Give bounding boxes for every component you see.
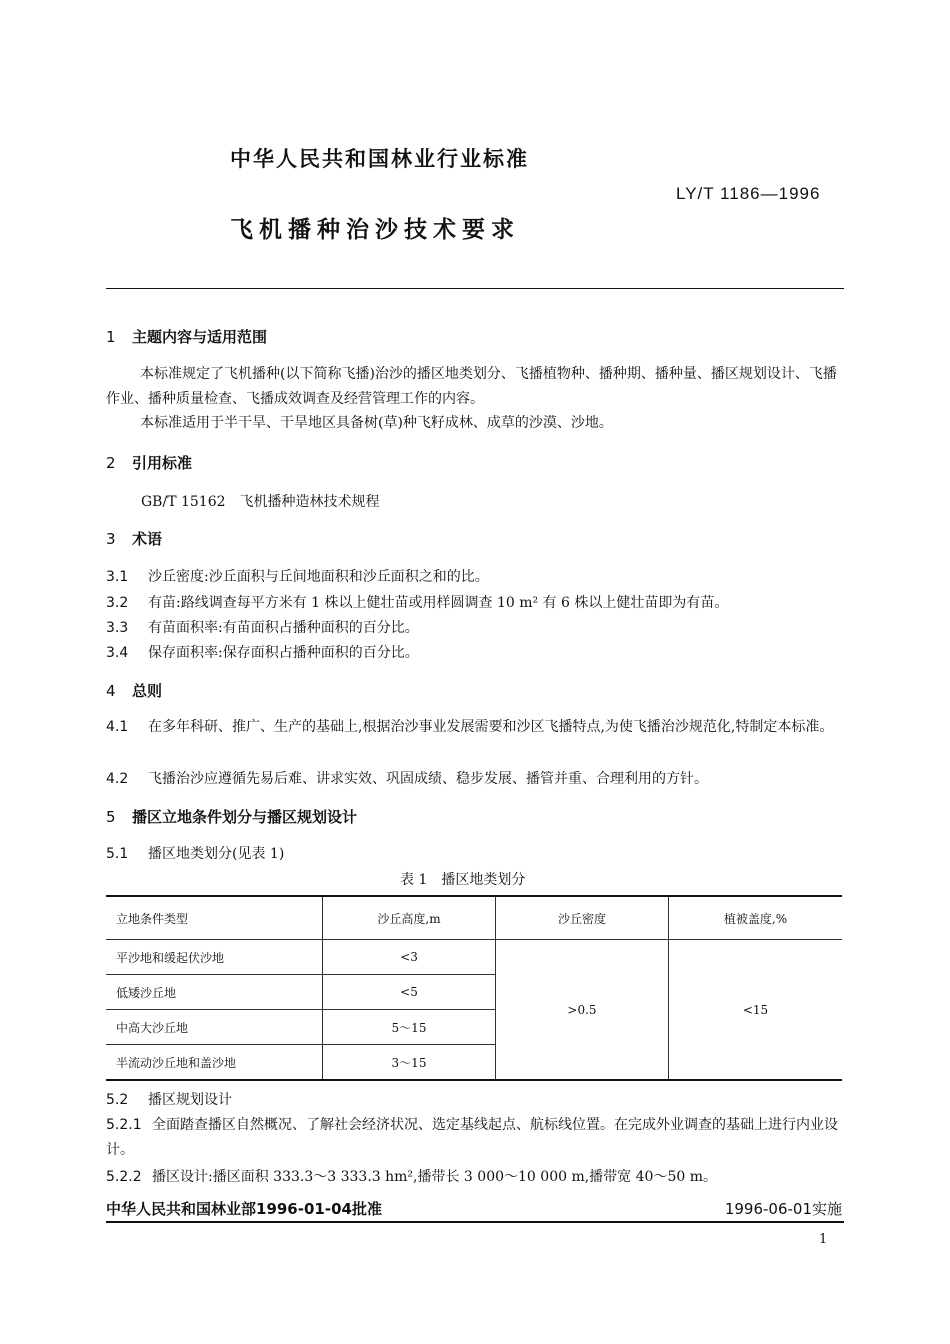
land-classification-table <box>106 895 842 1081</box>
table-cell-vegetation-cover: <15 <box>669 940 843 1081</box>
item-text: 保存面积率:保存面积占播种面积的百分比。 <box>148 645 419 661</box>
subsection-5-2-2 <box>106 1166 717 1186</box>
section-5-heading <box>106 806 357 827</box>
standard-code: LY/T 1186—1996 <box>676 184 821 203</box>
section-title: 主题内容与适用范围 <box>132 328 268 346</box>
item-number: 5.1 <box>106 846 129 862</box>
item-number: 5.2.2 <box>106 1169 142 1185</box>
section-4-heading <box>106 680 162 701</box>
item-number: 5.2 <box>106 1092 129 1108</box>
item-number: 3.4 <box>106 645 129 661</box>
term-item <box>106 642 419 662</box>
item-number: 3.3 <box>106 620 129 636</box>
term-item <box>106 592 728 612</box>
general-item-4-1 <box>106 715 846 740</box>
table-header-cell: 沙丘高度,m <box>323 896 496 940</box>
table-cell-site-type: 中高大沙丘地 <box>106 1010 323 1045</box>
item-text: 全面踏查播区自然概况、了解社会经济状况、选定基线起点、航标线位置。在完成外业调查的基础上进行内业设计。 <box>106 1117 838 1158</box>
item-text: 有苗:路线调查每平方米有 1 株以上健壮苗或用样圆调查 10 m² 有 6 株以上健壮苗即为有苗。 <box>148 595 729 611</box>
item-text: 播区设计:播区面积 333.3～3 333.3 hm²,播带长 3 000～10 000 m,播带宽 40～50 m。 <box>152 1169 717 1185</box>
table-cell-site-type: 半流动沙丘地和盖沙地 <box>106 1045 323 1081</box>
page-number: 1 <box>819 1232 828 1247</box>
approval-date: 中华人民共和国林业部1996-01-04批准 <box>106 1200 382 1218</box>
table-cell-dune-height: <5 <box>323 975 496 1010</box>
table-row <box>106 940 842 975</box>
item-number: 3.2 <box>106 595 129 611</box>
table-header-cell: 植被盖度,% <box>669 896 843 940</box>
table-cell-dune-height: <3 <box>323 940 496 975</box>
standard-category: 中华人民共和国林业行业标准 <box>230 147 529 171</box>
reference-standard: GB/T 15162 飞机播种造林技术规程 <box>141 494 380 510</box>
item-number: 4.1 <box>106 719 129 735</box>
table-header-row <box>106 896 842 940</box>
section-2-heading <box>106 452 192 473</box>
item-text: 在多年科研、推广、生产的基础上,根据治沙事业发展需要和沙区飞播特点,为使飞播治沙规范化,特制定本标准。 <box>148 719 834 735</box>
item-number: 3.1 <box>106 569 129 585</box>
section-number: 2 <box>106 454 116 472</box>
document-title: 飞机播种治沙技术要求 <box>230 217 520 243</box>
item-text: 播区规划设计 <box>148 1092 232 1108</box>
subsection-5-2 <box>106 1089 232 1109</box>
term-item <box>106 566 489 586</box>
table-cell-dune-height: 3～15 <box>323 1045 496 1081</box>
table-cell-site-type: 平沙地和缓起伏沙地 <box>106 940 323 975</box>
section-number: 1 <box>106 328 116 346</box>
item-text: 有苗面积率:有苗面积占播种面积的百分比。 <box>148 620 419 636</box>
section-3-heading <box>106 528 162 549</box>
paragraph-applicability: 本标准适用于半干旱、干旱地区具备树(草)种飞籽成林、成草的沙漠、沙地。 <box>140 415 613 431</box>
table-header-cell: 立地条件类型 <box>106 896 323 940</box>
item-text: 飞播治沙应遵循先易后难、讲求实效、巩固成绩、稳步发展、播管并重、合理利用的方针。 <box>148 771 708 787</box>
section-title: 术语 <box>132 530 163 548</box>
general-item-4-2 <box>106 768 708 788</box>
section-number: 5 <box>106 808 116 826</box>
section-title: 引用标准 <box>132 454 193 472</box>
section-title: 播区立地条件划分与播区规划设计 <box>132 808 358 826</box>
table-cell-dune-density: >0.5 <box>496 940 669 1081</box>
section-number: 3 <box>106 530 116 548</box>
table-cell-dune-height: 5～15 <box>323 1010 496 1045</box>
subsection-5-1 <box>106 843 284 863</box>
paragraph-scope: 本标准规定了飞机播种(以下简称飞播)治沙的播区地类划分、飞播植物种、播种期、播种量、播区规划设计、飞播作业、播种质量检查、飞播成效调查及经营管理工作的内容。 <box>106 366 837 407</box>
table-header-cell: 沙丘密度 <box>496 896 669 940</box>
table-caption: 表 1 播区地类划分 <box>400 872 526 888</box>
item-text: 播区地类划分(见表 1) <box>148 846 285 862</box>
item-number: 4.2 <box>106 771 129 787</box>
footer-rule <box>106 1221 844 1223</box>
section-title: 总则 <box>132 682 163 700</box>
subsection-5-2-1 <box>106 1113 846 1163</box>
table-cell-site-type: 低矮沙丘地 <box>106 975 323 1010</box>
section-number: 4 <box>106 682 116 700</box>
effective-date: 1996-06-01实施 <box>724 1200 842 1218</box>
item-number: 5.2.1 <box>106 1117 142 1133</box>
header-rule <box>106 288 844 289</box>
term-item <box>106 617 419 637</box>
item-text: 沙丘密度:沙丘面积与丘间地面积和沙丘面积之和的比。 <box>148 569 489 585</box>
section-1-heading <box>106 326 267 347</box>
